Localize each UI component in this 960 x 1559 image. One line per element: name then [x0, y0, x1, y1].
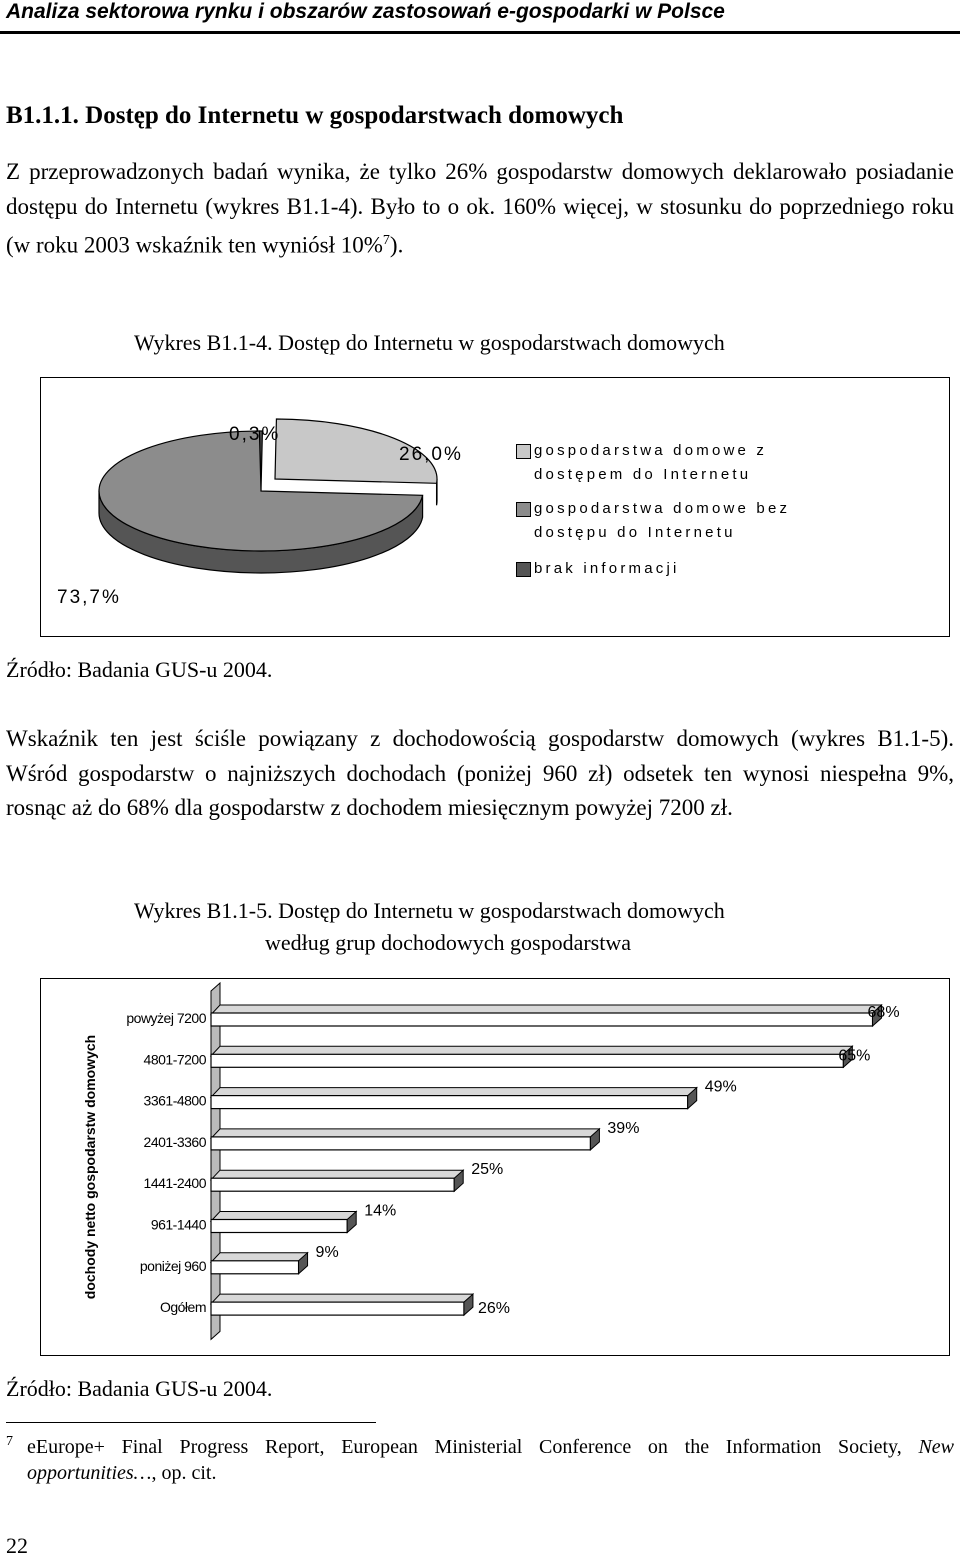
- y-axis-title: dochody netto gospodarstw domowych: [82, 1034, 98, 1300]
- bar: [211, 1013, 873, 1026]
- category-label: 1441-2400: [143, 1175, 206, 1192]
- bar: [211, 1220, 347, 1233]
- category-label: 961-1440: [150, 1216, 206, 1233]
- figure-1-source: Źródło: Badania GUS-u 2004.: [6, 657, 273, 682]
- paragraph-1: [6, 155, 954, 263]
- paragraph-1-text: Z przeprowadzonych badań wynika, że tylko 26% gospodarstw domowych deklarowało posiadanie dostępu do Internetu (wykres B1.1-4). Było to o ok. 160% więcej, w stosunku do poprzedniego roku (w roku 2003 wskaźnik ten wyniósł 10%: [6, 159, 954, 258]
- figure-2-caption-line-2: według grup dochodowych gospodarstwa: [265, 930, 631, 955]
- bar: [211, 1178, 454, 1191]
- bar-row: [140, 1244, 339, 1274]
- bar: [211, 1137, 590, 1150]
- bar-row: [144, 1046, 871, 1067]
- figure-2-source: Źródło: Badania GUS-u 2004.: [6, 1376, 273, 1401]
- legend-swatch-no-info: [516, 562, 531, 577]
- category-label: 3361-4800: [143, 1092, 206, 1109]
- category-label: powyżej 7200: [126, 1010, 206, 1026]
- footnote-ref: 7: [382, 233, 390, 248]
- bar: [211, 1302, 464, 1315]
- legend-label-no-info: brak informacji: [534, 560, 680, 577]
- bar: [211, 1054, 843, 1067]
- legend-label-without-access: gospodarstwa domowe bez dostępu do Internetu: [534, 500, 791, 541]
- bar-row: [144, 1161, 504, 1191]
- bar-row: [151, 1203, 396, 1233]
- value-label: 14%: [364, 1202, 397, 1220]
- value-label: 39%: [607, 1119, 640, 1137]
- value-label: 49%: [704, 1078, 737, 1096]
- header-title: Analiza sektorowa rynku i obszarów zastosowań e-gospodarki w Polsce: [6, 0, 725, 23]
- footnote-number: 7: [6, 1434, 13, 1449]
- category-label: poniżej 960: [139, 1257, 206, 1274]
- pie-data-label: 73,7%: [57, 587, 121, 608]
- figure-1-caption: Wykres B1.1-4. Dostęp do Internetu w gospodarstwach domowych: [134, 330, 725, 355]
- category-label: 4801-7200: [143, 1051, 206, 1068]
- legend-label-with-access: gospodarstwa domowe z dostępem do Internetu: [534, 442, 768, 483]
- value-label: 9%: [315, 1243, 339, 1261]
- bar: [211, 1261, 299, 1274]
- footnote-text-prefix: eEurope+ Final Progress Report, European Ministerial Conference on the Information Society,: [27, 1436, 902, 1458]
- category-label: Ogółem: [159, 1299, 206, 1316]
- pie-chart-frame: [40, 377, 950, 637]
- category-label: 2401-3360: [143, 1133, 206, 1150]
- pie-data-label: 0,3%: [229, 424, 281, 445]
- bar: [211, 1096, 688, 1109]
- paragraph-2: Wskaźnik ten jest ściśle powiązany z dochodowością gospodarstw domowych (wykres B1.1-5). Wśród gospodarstw o najniższych dochodach (poniżej 960 zł) odsetek ten wynosi niespełna 9%, rosnąc aż do 68% dla gospodarstw z dochodem miesięcznym powyżej 7200 zł.: [6, 726, 954, 820]
- value-label: 26%: [478, 1300, 511, 1318]
- chart-wall: [211, 983, 220, 1339]
- footnote-text-italic: New opportunities…: [27, 1436, 954, 1484]
- value-label: 68%: [867, 1004, 900, 1021]
- footnote-text-suffix: , op. cit.: [151, 1462, 217, 1484]
- figure-2-caption-line-1: Wykres B1.1-5. Dostęp do Internetu w gospodarstwach domowych: [134, 898, 725, 923]
- header-rule: [0, 31, 960, 34]
- bar-chart: [41, 979, 949, 1355]
- pie-data-label: 26,0%: [399, 444, 463, 465]
- footnote-rule: [6, 1422, 376, 1423]
- value-label: 65%: [838, 1047, 871, 1065]
- bar-row: [144, 1079, 737, 1109]
- value-label: 25%: [471, 1161, 504, 1179]
- legend-swatch-with-access: [516, 444, 531, 459]
- bar-chart-frame: [40, 978, 950, 1356]
- legend-swatch-without-access: [516, 502, 531, 517]
- footnote-text: [27, 1434, 954, 1486]
- paragraph-1-tail: ).: [389, 232, 404, 258]
- section-heading: B1.1.1. Dostęp do Internetu w gospodarstwach domowych: [6, 102, 624, 129]
- bar-row: [126, 1004, 899, 1026]
- page-number: 22: [6, 1533, 28, 1558]
